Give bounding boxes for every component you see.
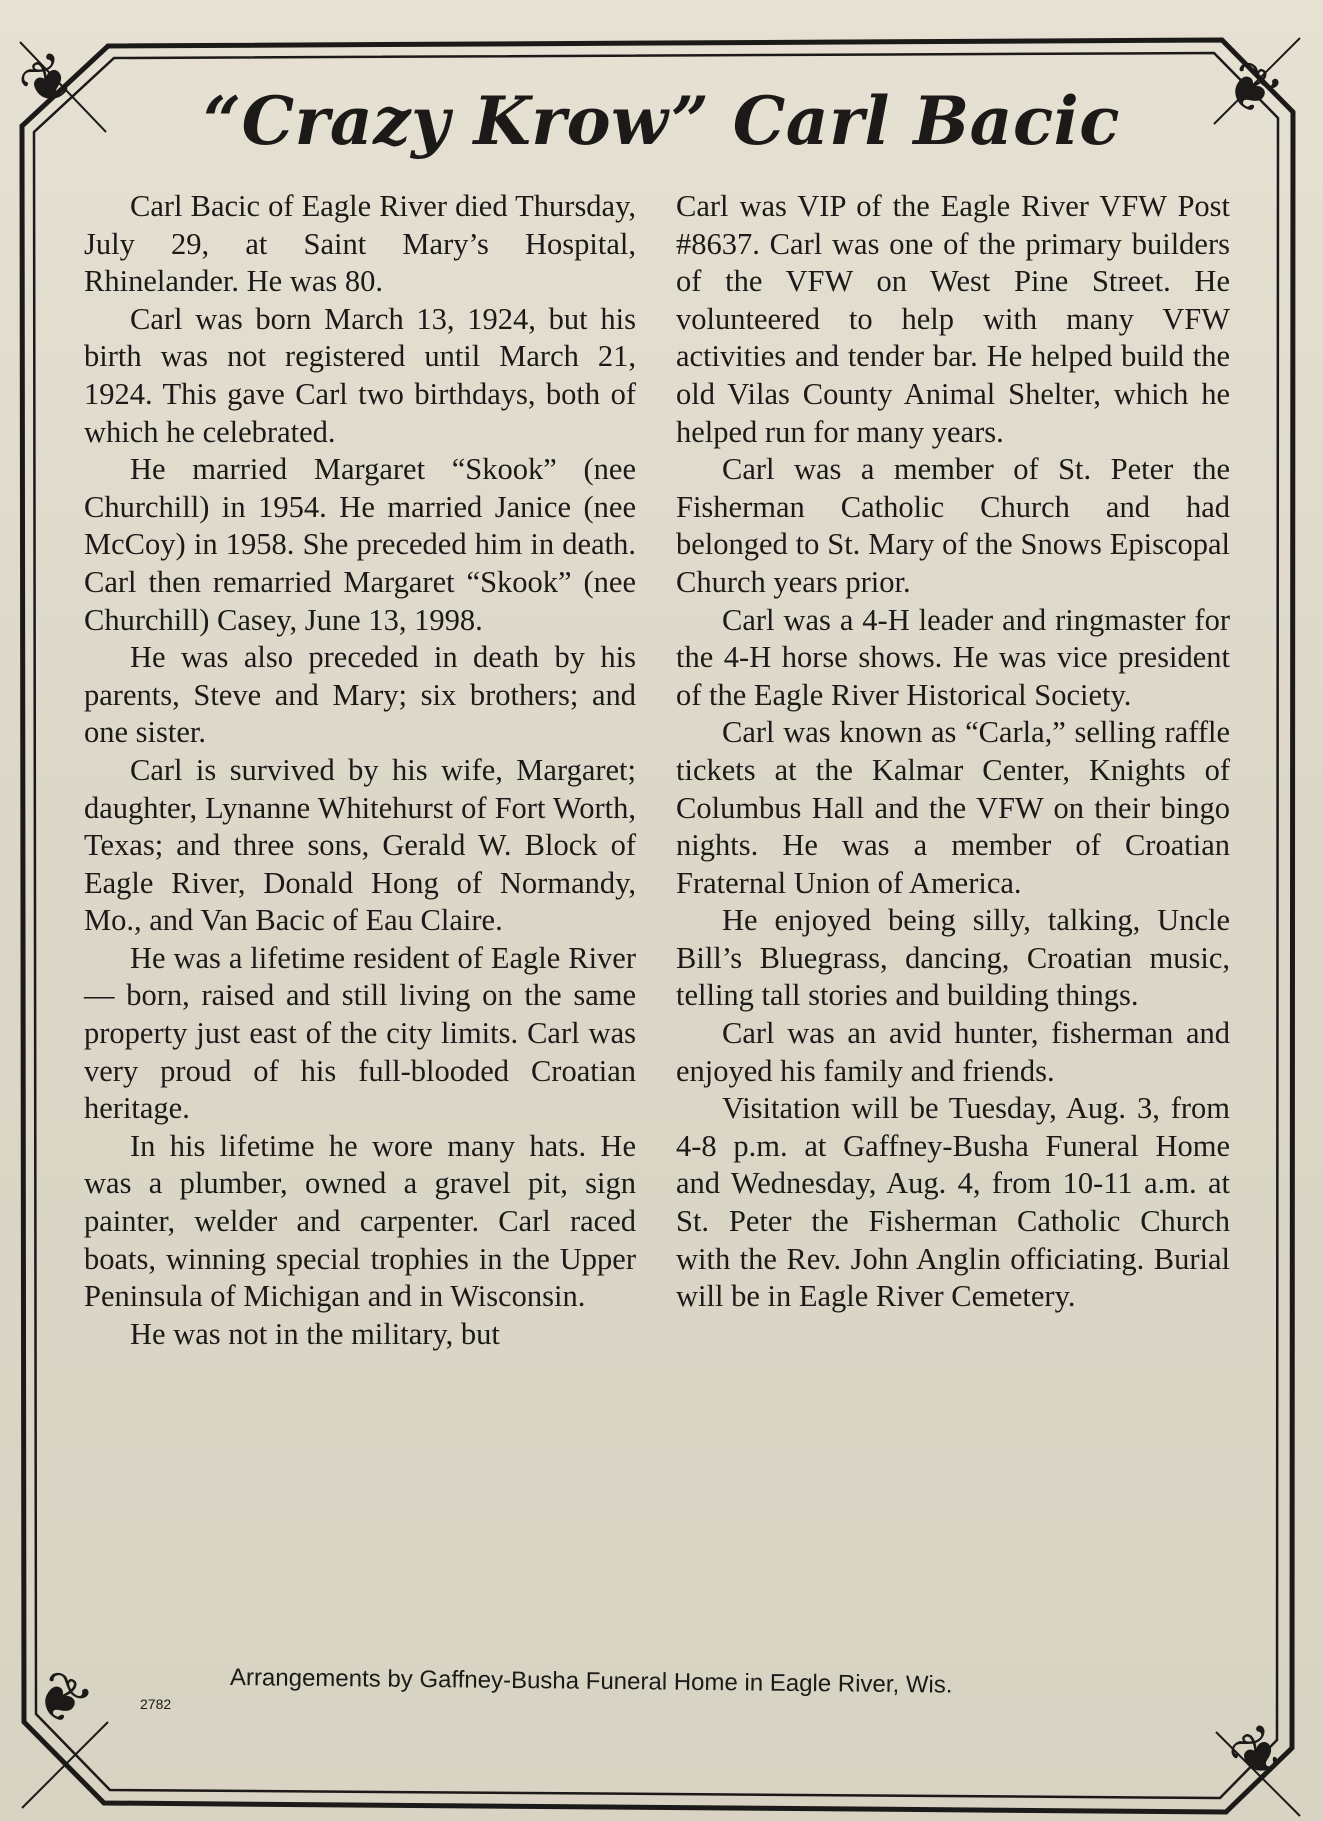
ad-code: 2782	[140, 1696, 172, 1712]
obituary-title: “Crazy Krow” Carl Bacic	[203, 82, 1120, 160]
fleuron-icon: ❦	[5, 35, 90, 126]
paragraph: Carl is survived by his wife, Margaret; daughter, Lynanne Whitehurst of Fort Worth, Texas; and three sons, Gerald W. Block of Eagle River, Donald Hong of Normandy, Mo., and Van Bacic of Eau Claire.	[84, 752, 636, 938]
paragraph: In his lifetime he wore many hats. He was a plumber, owned a gravel pit, sign painter, welder and carpenter. Carl raced boats, winning special trophies in the Upper Peninsula of Michigan and in Wisconsin.	[84, 1128, 636, 1314]
paragraph: Carl was a 4-H leader and ringmaster for the 4-H horse shows. He was vice president of the Eagle River Historical Society.	[676, 602, 1230, 712]
paragraph: Carl Bacic of Eagle River died Thursday, July 29, at Saint Mary’s Hospital, Rhinelander. He was 80.	[84, 189, 636, 299]
paragraph: He enjoyed being silly, talking, Uncle Bill’s Bluegrass, dancing, Croatian music, telling tall stories and building things.	[676, 903, 1230, 1013]
obituary-left-column	[84, 188, 636, 1353]
paragraph: Carl was a member of St. Peter the Fisherman Catholic Church and had belonged to St. Mary of the Snows Episcopal Church years prior.	[676, 452, 1230, 599]
fleuron-icon: ❦	[20, 1653, 105, 1744]
paragraph: Carl was born March 13, 1924, but his birth was not registered until March 21, 1924. This gave Carl two birthdays, both of which he celebrated.	[84, 301, 636, 449]
paragraph: He was also preceded in death by his parents, Steve and Mary; six brothers; and one sister.	[84, 640, 636, 750]
paragraph: He was a lifetime resident of Eagle River — born, raised and still living on the same property just east of the city limits. Carl was very proud of his full-blooded Croatian heritage.	[84, 940, 636, 1126]
paragraph: Carl was known as “Carla,” selling raffle tickets at the Kalmar Center, Knights of Columbus Hall and the VFW on their bingo nights. He was a member of Croatian Fraternal Union of America.	[676, 715, 1230, 900]
fleuron-icon: ❦	[1210, 43, 1295, 134]
paragraph: He was not in the military, but	[130, 1316, 500, 1351]
paragraph: Carl was VIP of the Eagle River VFW Post #8637. Carl was one of the primary builders of the VFW on West Pine Street. He volunteered to help with many VFW activities and tender bar. He helped build the old Vilas County Animal Shelter, which he helped run for many years.	[676, 189, 1230, 449]
fleuron-icon: ❦	[1215, 1707, 1300, 1798]
paragraph: He married Margaret “Skook” (nee Churchill) in 1954. He married Janice (nee McCoy) in 1958. She preceded him in death. Carl then remarried Margaret “Skook” (nee Churchill) Casey, June 13, 1998.	[84, 452, 636, 637]
paragraph: Visitation will be Tuesday, Aug. 3, from 4-8 p.m. at Gaffney-Busha Funeral Home and Wednesday, Aug. 4, from 10-11 a.m. at St. Peter the Fisherman Catholic Church with the Rev. John Anglin officiating. Burial will be in Eagle River Cemetery.	[676, 1091, 1230, 1314]
paragraph: Carl was an avid hunter, fisherman and enjoyed his family and friends.	[676, 1016, 1230, 1088]
arrangements-footer: Arrangements by Gaffney-Busha Funeral Home in Eagle River, Wis.	[229, 1664, 953, 1699]
obituary-right-column	[676, 188, 1230, 1316]
